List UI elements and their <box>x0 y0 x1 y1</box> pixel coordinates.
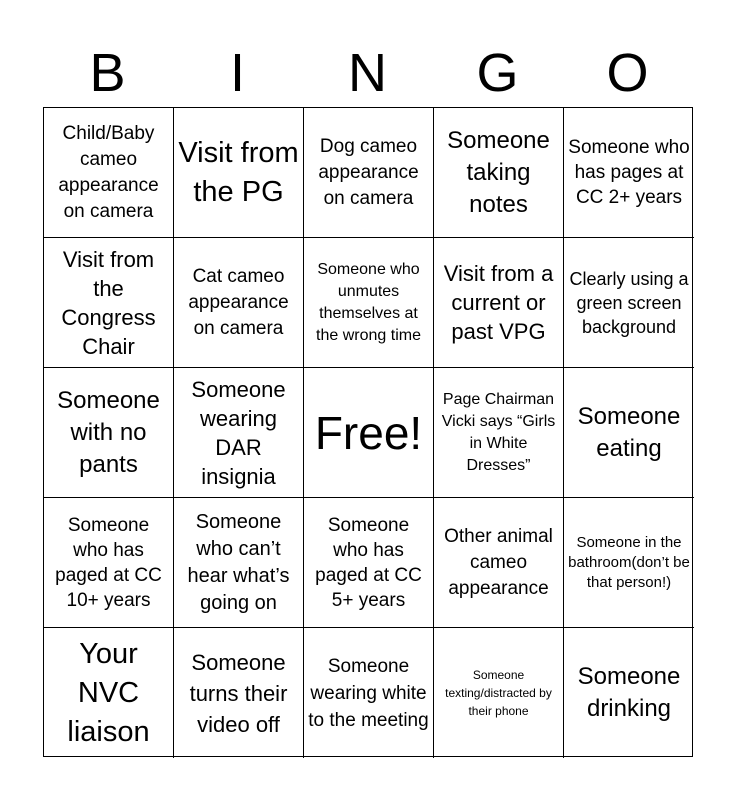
cell-text: Your NVC liaison <box>67 637 150 748</box>
header-letter-n: N <box>348 43 388 103</box>
bingo-cell[interactable] <box>304 108 434 238</box>
cell-text: Someone who unmutes themselves at the wrong time <box>316 260 421 344</box>
cell-text: Someone who has paged at CC 10+ years <box>55 514 162 611</box>
cell-text: Someone wearing white to the meeting <box>308 655 429 731</box>
bingo-cell[interactable] <box>174 628 304 758</box>
bingo-cell[interactable] <box>174 108 304 238</box>
bingo-cell[interactable] <box>44 238 174 368</box>
bingo-cell[interactable] <box>564 108 694 238</box>
cell-text: Someone drinking <box>577 663 681 722</box>
bingo-cell[interactable] <box>304 238 434 368</box>
cell-text: Visit from a current or past VPG <box>443 261 554 344</box>
bingo-cell[interactable] <box>564 238 694 368</box>
bingo-cell[interactable] <box>434 108 564 238</box>
cell-text: Someone turns their video off <box>189 649 288 737</box>
cell-text: Visit from the Congress Chair <box>61 246 156 359</box>
cell-text: Dog cameo appearance on camera <box>318 135 419 209</box>
bingo-cell[interactable] <box>44 368 174 498</box>
cell-text: Other animal cameo appearance <box>444 525 553 599</box>
bingo-cell[interactable] <box>44 498 174 628</box>
bingo-cell[interactable] <box>44 628 174 758</box>
free-space-label: Free! <box>314 406 423 459</box>
cell-text: Someone who has paged at CC 5+ years <box>315 514 422 611</box>
bingo-cell[interactable] <box>304 498 434 628</box>
header-letter-g: G <box>476 43 520 103</box>
cell-text: Page Chairman Vicki says “Girls in White Dresses” <box>441 390 556 474</box>
bingo-cell[interactable] <box>174 238 304 368</box>
cell-text: Clearly using a green screen background <box>569 268 689 337</box>
bingo-cell[interactable] <box>434 628 564 758</box>
bingo-cell[interactable] <box>174 368 304 498</box>
bingo-cell[interactable] <box>44 108 174 238</box>
cell-text: Child/Baby cameo appearance on camera <box>58 122 159 222</box>
cell-text: Someone in the bathroom(don’t be that person!) <box>568 533 690 591</box>
cell-text: Someone texting/distracted by their phone <box>445 668 552 718</box>
cell-text: Someone taking notes <box>447 126 550 218</box>
bingo-cell[interactable] <box>564 368 694 498</box>
bingo-cell[interactable] <box>174 498 304 628</box>
bingo-cell[interactable] <box>304 628 434 758</box>
bingo-cell[interactable] <box>564 498 694 628</box>
cell-text: Someone who has pages at CC 2+ years <box>568 137 690 208</box>
bingo-grid <box>43 107 693 757</box>
free-space[interactable] <box>304 368 434 498</box>
header-letter-i: I <box>229 43 246 103</box>
bingo-header <box>43 40 693 106</box>
cell-text: Cat cameo appearance on camera <box>188 265 289 339</box>
bingo-cell[interactable] <box>434 238 564 368</box>
header-letter-o: O <box>606 43 650 103</box>
bingo-cell[interactable] <box>434 498 564 628</box>
header-letter-b: B <box>89 43 127 103</box>
cell-text: Visit from the PG <box>178 136 299 208</box>
cell-text: Someone eating <box>577 402 681 462</box>
cell-text: Someone who can’t hear what’s going on <box>187 510 290 614</box>
bingo-cell[interactable] <box>434 368 564 498</box>
bingo-cell[interactable] <box>564 628 694 758</box>
cell-text: Someone wearing DAR insignia <box>191 376 286 489</box>
cell-text: Someone with no pants <box>57 386 160 478</box>
